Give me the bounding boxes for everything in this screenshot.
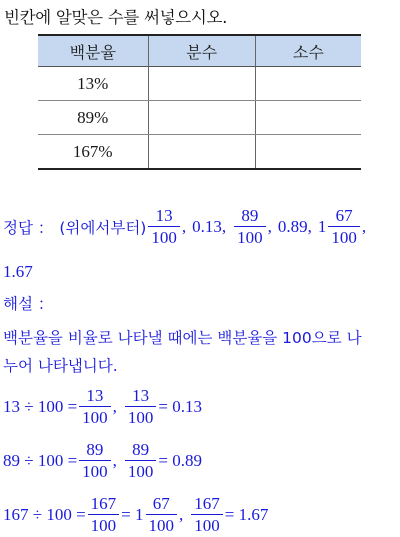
decimal-0-89: 0.89, bbox=[277, 217, 312, 236]
conversion-table bbox=[38, 34, 361, 170]
answer-note: (위에서부터) bbox=[59, 219, 147, 237]
table-row bbox=[38, 135, 361, 170]
header-fraction: 분수 bbox=[148, 35, 255, 67]
question-text: 빈칸에 알맞은 수를 써넣으시오. bbox=[4, 8, 228, 27]
explanation-text-2: 누어 나타냅니다. bbox=[3, 357, 118, 375]
fraction-blank[interactable] bbox=[148, 135, 255, 170]
explanation-label: 해설 ： bbox=[3, 295, 54, 313]
percent-cell: 167% bbox=[38, 135, 148, 170]
fraction-67-100: $\frac{67}{100}$ bbox=[328, 206, 360, 248]
decimal-blank[interactable] bbox=[255, 101, 361, 135]
header-percent: 백분율 bbox=[38, 35, 148, 67]
answer-line: 정답 ： (위에서부터) $\frac{13}{100}$ , 0.13, $\frac{89}{100}$ , 0.89, 1 $\frac{67}{100}$ , bbox=[3, 206, 367, 247]
table-header-row bbox=[38, 35, 361, 67]
decimal-blank[interactable] bbox=[255, 67, 361, 101]
table-row bbox=[38, 101, 361, 135]
decimal-blank[interactable] bbox=[255, 135, 361, 170]
fraction-blank[interactable] bbox=[148, 101, 255, 135]
explanation-text-1: 백분율을 비율로 나타낼 때에는 백분율을 100으로 나 bbox=[3, 329, 362, 347]
decimal-0-13: 0.13, bbox=[192, 217, 227, 236]
header-decimal: 소수 bbox=[255, 35, 361, 67]
equation-167: 167 ÷ 100 = $\frac{167}{100}$ = 1 $\frac{67}{100}$ , $\frac{167}{100}$ = 1.67 bbox=[3, 494, 269, 535]
table-row bbox=[38, 67, 361, 101]
equation-13: 13 ÷ 100 = $\frac{13}{100}$ , $\frac{13}{100}$ = 0.13 bbox=[3, 386, 203, 427]
answer-label: 정답 ： bbox=[3, 219, 54, 237]
percent-cell: 13% bbox=[38, 67, 148, 101]
fraction-blank[interactable] bbox=[148, 67, 255, 101]
mixed-whole: 1 bbox=[317, 217, 327, 236]
fraction-13-100: $\frac{13}{100}$ bbox=[148, 206, 180, 248]
percent-cell: 89% bbox=[38, 101, 148, 135]
equation-89: 89 ÷ 100 = $\frac{89}{100}$ , $\frac{89}{100}$ = 0.89 bbox=[3, 440, 203, 481]
fraction-89-100: $\frac{89}{100}$ bbox=[234, 206, 266, 248]
decimal-1-67: 1.67 bbox=[3, 262, 33, 281]
